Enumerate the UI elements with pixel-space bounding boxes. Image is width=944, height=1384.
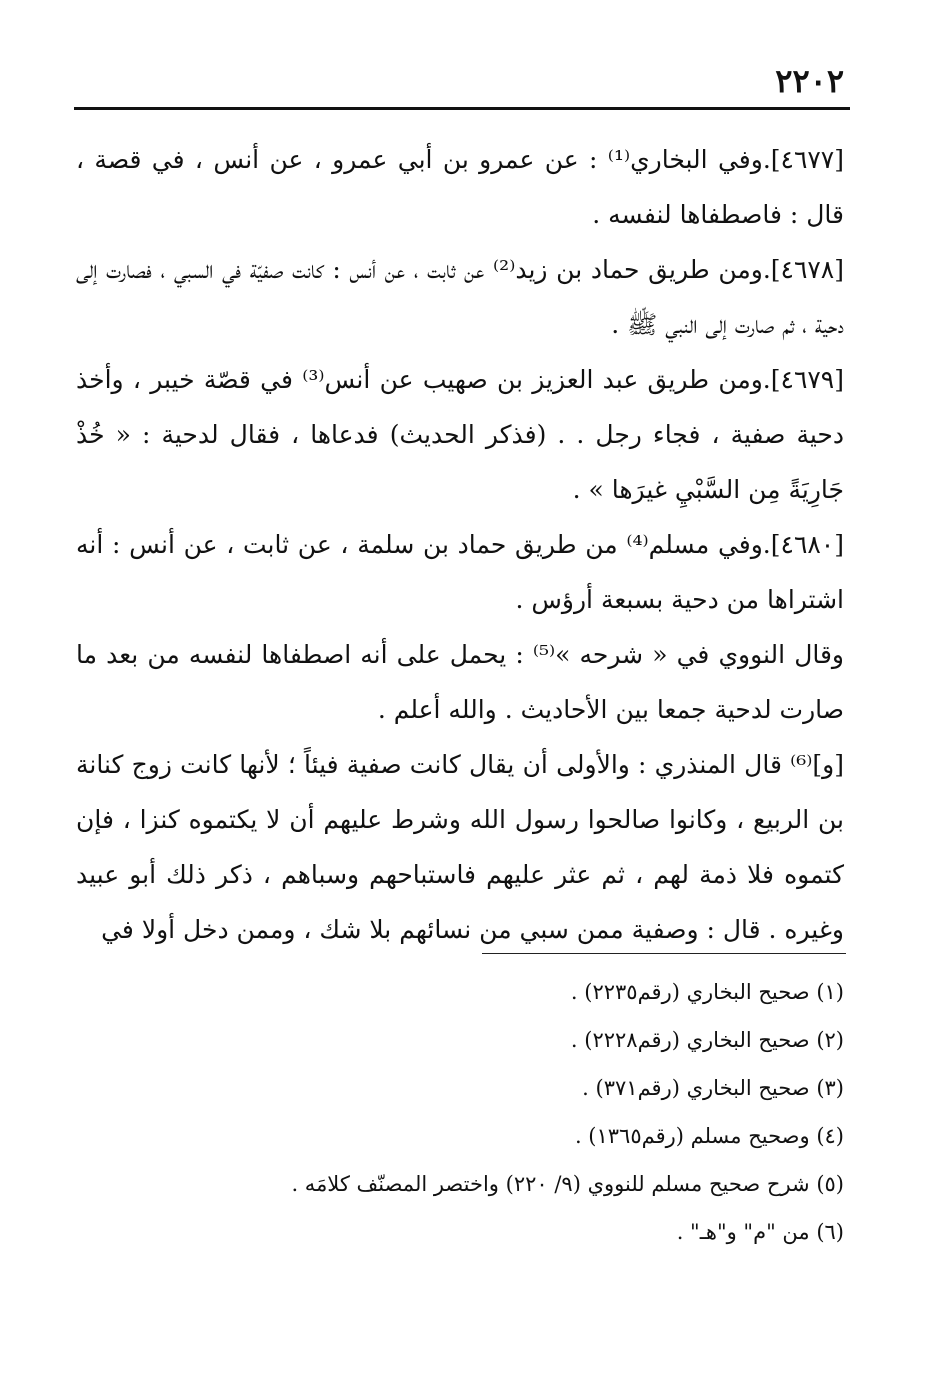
footnote-2: (٢) صحيح البخاري (رقم٢٢٢٨) . xyxy=(570,1028,844,1052)
paragraph-4680: [٤٦٨٠].وفي مسلم⁽⁴⁾ من طريق حماد بن سلمة ، عن ثابت ، عن أنس : أنه اشتراها من دحية بسبعة أرؤس . xyxy=(76,530,844,614)
paragraph-mundhiri: [و]⁽⁶⁾ قال المنذري : والأولى أن يقال كانت صفية فيئاً ؛ لأنها كانت زوج كنانة بن الربيع ، وكانوا صالحوا رسول الله وشرط عليهم أن لا يكتموه كنزا ، فإن كتموه فلا ذمة لهم ، ثم عثر عليهم فاستباحهم وسباهم ، ذكر ذلك أبو عبيد وغيره . قال : وصفية ممن سبي من نسائهم بلا شك ، وممن دخل أولا في xyxy=(76,750,844,944)
footnote-6: (٦) من "م" و"هـ" . xyxy=(676,1220,844,1244)
main-text xyxy=(76,132,844,957)
footnote-5: (٥) شرح صحيح مسلم للنووي (٩/ ٢٢٠) واختصر المصنّف كلامَه . xyxy=(291,1172,844,1196)
paragraph-4678: [٤٦٧٨].ومن طريق حماد بن زيد⁽²⁾ عن ثابت ، عن أنس : كانت صفيّة في السبي ، فصارت إلى دحية ، ثم صارت إلى النبي ﷺ . xyxy=(76,255,844,339)
footnotes xyxy=(100,968,844,1256)
paragraph-nawawi: وقال النووي في « شرحه »⁽⁵⁾ : يحمل على أنه اصطفاها لنفسه من بعد ما صارت لدحية جمعا بين الأحاديث . والله أعلم . xyxy=(76,640,844,724)
paragraph-4679: [٤٦٧٩].ومن طريق عبد العزيز بن صهيب عن أنس⁽³⁾ في قصّة خيبر ، وأخذ دحية صفية ، فجاء رجل . . (فذكر الحديث) فدعاها ، فقال لدحية : « خُذْ جَارِيَةً مِن السَّبْيِ غيرَها » . xyxy=(76,365,844,504)
page-number: ٢٢٠٢ xyxy=(775,62,844,100)
footnote-rule xyxy=(482,953,846,954)
footnote-4: (٤) وصحيح مسلم (رقم١٣٦٥) . xyxy=(574,1124,844,1148)
header-rule xyxy=(74,107,850,110)
footnote-3: (٣) صحيح البخاري (رقم٣٧١) . xyxy=(582,1076,844,1100)
paragraph-4677: [٤٦٧٧].وفي البخاري⁽¹⁾ : عن عمرو بن أبي عمرو ، عن أنس ، في قصة ، قال : فاصطفاها لنفسه . xyxy=(76,145,844,229)
footnote-1: (١) صحيح البخاري (رقم٢٢٣٥) . xyxy=(570,980,844,1004)
